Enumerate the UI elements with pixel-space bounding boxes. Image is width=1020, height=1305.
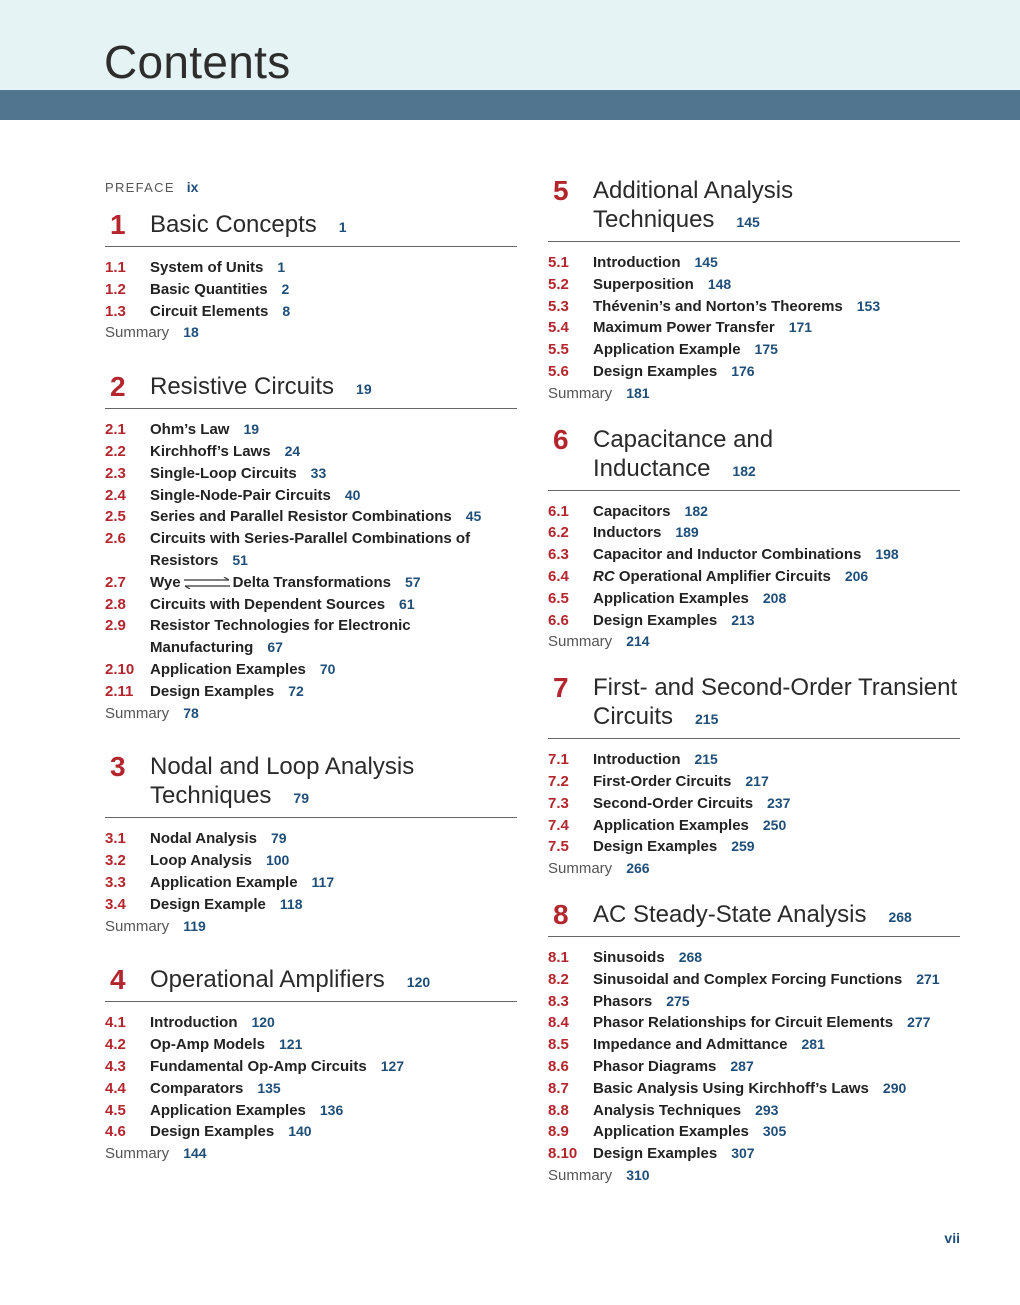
section-list [105, 1012, 517, 1165]
preface-page: ix [186, 179, 199, 195]
chapter-5 [548, 176, 960, 405]
chapter-heading[interactable] [105, 965, 517, 1002]
summary-entry[interactable]: Summary 181 [548, 384, 650, 402]
section-entry[interactable]: 7.4 Application Examples 250 [548, 816, 787, 834]
section-entry[interactable]: 8.10 Design Examples 307 [548, 1145, 755, 1163]
page-number: vii [944, 1230, 960, 1246]
summary-entry[interactable]: Summary 266 [548, 860, 650, 878]
section-entry[interactable]: 4.4 Comparators 135 [105, 1079, 281, 1097]
section-entry[interactable]: 2.5 Series and Parallel Resistor Combinations 45 [105, 508, 482, 526]
chapter-number: 2 [110, 371, 126, 403]
chapter-number: 7 [553, 672, 569, 704]
summary-entry[interactable]: Summary 18 [105, 324, 199, 342]
section-entry[interactable]: 3.1 Nodal Analysis 79 [105, 830, 287, 848]
section-entry[interactable]: 7.1 Introduction 215 [548, 751, 718, 769]
chapter-6 [548, 425, 960, 654]
chapter-heading[interactable] [548, 673, 960, 739]
section-entry[interactable]: 5.2 Superposition 148 [548, 275, 732, 293]
section-entry[interactable]: 6.2 Inductors 189 [548, 524, 699, 542]
section-entry[interactable]: 8.5 Impedance and Admittance 281 [548, 1036, 825, 1054]
chapter-title: Nodal and Loop Analysis Techniques 79 [150, 753, 415, 810]
section-entry[interactable]: 5.4 Maximum Power Transfer 171 [548, 319, 813, 337]
chapter-number: 4 [110, 964, 126, 996]
preface-label: PREFACE [105, 180, 175, 195]
chapter-heading[interactable] [548, 900, 960, 937]
section-entry[interactable]: 5.1 Introduction 145 [548, 254, 718, 271]
chapter-title: First- and Second-Order Transient Circuits 215 [593, 674, 958, 731]
chapter-page: 215 [695, 711, 719, 728]
chapter-heading[interactable] [105, 752, 517, 818]
section-entry[interactable]: 8.1 Sinusoids 268 [548, 948, 703, 966]
section-entry[interactable]: 2.9 Resistor Technologies for Electronic Manufacturing 67 [105, 617, 411, 657]
chapter-title: Additional Analysis Techniques 145 [593, 177, 794, 233]
toc-column-right [548, 176, 960, 1187]
section-entry[interactable]: 3.2 Loop Analysis 100 [105, 852, 290, 870]
summary-entry[interactable]: Summary 310 [548, 1166, 650, 1184]
summary-entry[interactable]: Summary 214 [548, 633, 650, 651]
chapter-title: Resistive Circuits 19 [150, 373, 372, 401]
section-entry[interactable]: 3.3 Application Example 117 [105, 873, 335, 891]
chapter-number: 8 [553, 898, 569, 930]
chapter-1 [105, 210, 517, 344]
section-entry[interactable]: 4.6 Design Examples 140 [105, 1123, 312, 1141]
chapter-title: Capacitance and Inductance 182 [593, 425, 774, 482]
section-entry[interactable]: 7.5 Design Examples 259 [548, 838, 755, 856]
chapter-2 [105, 372, 517, 724]
preface-entry[interactable] [105, 176, 517, 198]
section-entry[interactable]: 1.2 Basic Quantities 2 [105, 280, 290, 298]
chapter-heading[interactable] [105, 210, 517, 247]
chapter-title: Basic Concepts 1 [150, 211, 347, 238]
section-entry[interactable]: 3.4 Design Example 118 [105, 895, 303, 913]
section-entry[interactable]: 7.3 Second-Order Circuits 237 [548, 794, 791, 812]
chapter-number: 6 [553, 423, 569, 455]
chapter-8 [548, 900, 960, 1187]
chapter-heading[interactable] [548, 176, 960, 242]
section-entry[interactable]: 4.2 Op-Amp Models 121 [105, 1036, 303, 1054]
section-entry[interactable]: 2.2 Kirchhoff’s Laws 24 [105, 442, 301, 460]
chapter-page: 182 [732, 462, 756, 479]
section-entry[interactable]: 7.2 First-Order Circuits 217 [548, 772, 769, 790]
section-entry[interactable]: 2.10 Application Examples 70 [105, 660, 336, 678]
section-entry[interactable]: 2.7 Wye Delta Transformations 57 [105, 573, 421, 591]
section-list [548, 947, 960, 1187]
chapter-page: 120 [406, 974, 431, 991]
section-entry[interactable]: 8.6 Phasor Diagrams 287 [548, 1057, 754, 1075]
chapter-heading[interactable] [548, 425, 960, 491]
page-title: Contents [104, 36, 291, 88]
section-entry[interactable]: 2.11 Design Examples 72 [105, 682, 304, 700]
chapter-number: 3 [110, 751, 126, 783]
section-entry[interactable]: 2.1 Ohm’s Law 19 [105, 421, 260, 439]
chapter-page: 19 [356, 381, 372, 398]
section-entry[interactable]: 8.4 Phasor Relationships for Circuit Elements 277 [548, 1014, 931, 1032]
chapter-title: AC Steady-State Analysis 268 [593, 900, 912, 928]
section-entry[interactable]: 8.7 Basic Analysis Using Kirchhoff’s Laws 290 [548, 1079, 907, 1097]
chapter-3 [105, 752, 517, 937]
chapter-page: 1 [338, 219, 347, 235]
section-list [548, 252, 960, 405]
chapter-number: 5 [553, 175, 569, 206]
section-entry[interactable]: 5.6 Design Examples 176 [548, 362, 755, 380]
section-list [548, 749, 960, 880]
chapter-title: Operational Amplifiers 120 [150, 966, 431, 994]
summary-entry[interactable]: Summary 119 [105, 917, 206, 935]
section-entry[interactable]: 4.5 Application Examples 136 [105, 1101, 344, 1119]
wye-delta-arrows-icon [184, 577, 230, 589]
section-list [105, 419, 517, 724]
section-entry[interactable]: 8.8 Analysis Techniques 293 [548, 1101, 779, 1119]
chapter-page: 79 [293, 790, 309, 807]
summary-entry[interactable]: Summary 78 [105, 704, 199, 722]
section-entry[interactable]: 6.1 Capacitors 182 [548, 502, 708, 520]
section-list [105, 257, 517, 344]
chapter-4 [105, 965, 517, 1165]
section-entry[interactable]: 2.3 Single-Loop Circuits 33 [105, 464, 327, 482]
section-entry[interactable]: 8.9 Application Examples 305 [548, 1123, 787, 1141]
section-entry[interactable]: 6.5 Application Examples 208 [548, 589, 787, 607]
section-entry[interactable]: 4.1 Introduction 120 [105, 1014, 275, 1032]
section-entry[interactable]: 8.3 Phasors 275 [548, 992, 690, 1010]
section-list [548, 501, 960, 654]
section-entry[interactable]: 1.3 Circuit Elements 8 [105, 302, 291, 320]
section-entry[interactable]: 2.6 Circuits with Series-Parallel Combinations of Resistors 51 [105, 530, 471, 569]
summary-entry[interactable]: Summary 144 [105, 1145, 207, 1163]
section-entry[interactable]: 4.3 Fundamental Op-Amp Circuits 127 [105, 1057, 405, 1075]
toc-column-left [105, 176, 517, 1165]
chapter-7 [548, 673, 960, 880]
section-list [105, 828, 517, 937]
section-entry[interactable]: 2.8 Circuits with Dependent Sources 61 [105, 595, 415, 613]
header-band [0, 90, 1020, 120]
chapter-page: 145 [736, 214, 760, 230]
section-entry[interactable]: 2.4 Single-Node-Pair Circuits 40 [105, 486, 361, 504]
section-entry[interactable]: 5.5 Application Example 175 [548, 341, 778, 359]
section-entry[interactable]: 5.3 Thévenin’s and Norton’s Theorems 153 [548, 297, 881, 315]
section-entry[interactable]: 8.2 Sinusoidal and Complex Forcing Functions 271 [548, 970, 940, 988]
section-entry[interactable]: 6.4 RC Operational Amplifier Circuits 206 [548, 567, 869, 585]
section-entry[interactable]: 1.1 System of Units 1 [105, 259, 286, 276]
chapter-heading[interactable] [105, 372, 517, 409]
chapter-number: 1 [110, 209, 126, 240]
section-entry[interactable]: 6.6 Design Examples 213 [548, 611, 755, 629]
section-entry[interactable]: 6.3 Capacitor and Inductor Combinations 198 [548, 546, 899, 564]
chapter-page: 268 [888, 908, 912, 925]
